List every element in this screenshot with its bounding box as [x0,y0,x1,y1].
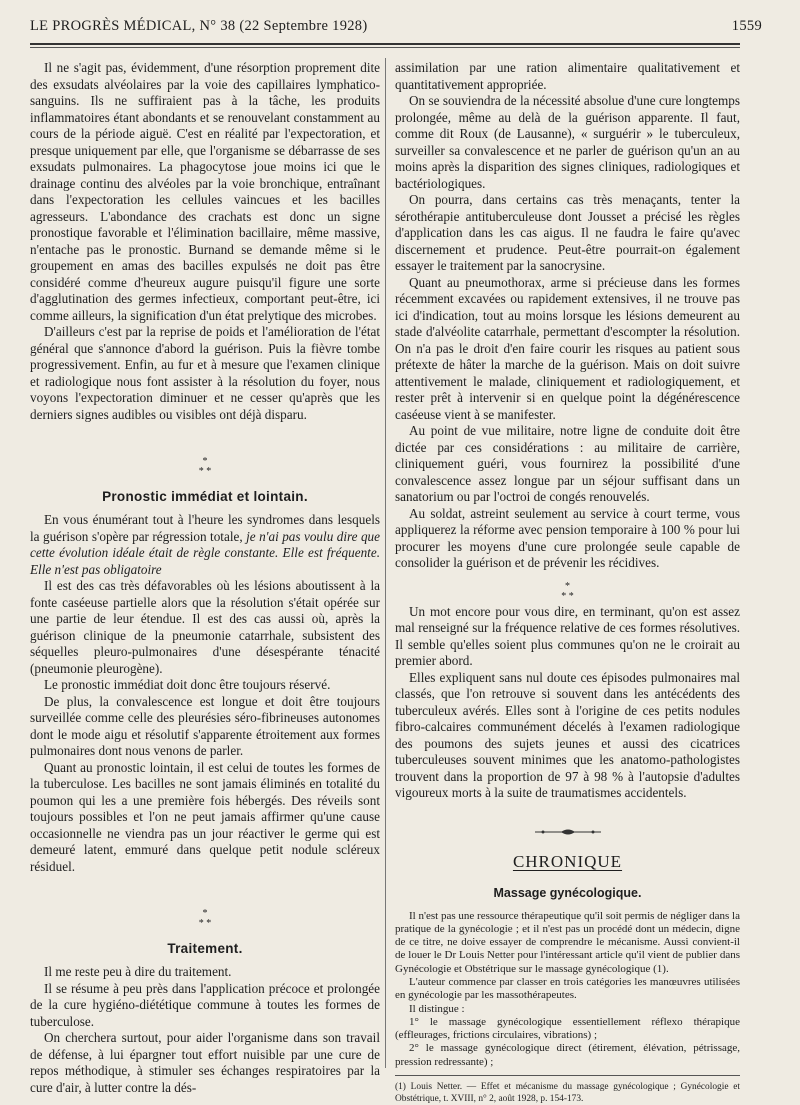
paragraph: L'auteur commence par classer en trois catégories les manœuvres utilisées en gynécologie par les massothérapeutes. [395,975,740,1002]
emphasis-text: je n'ai pas voulu dire que cette évolution idéale était de règle constante. Elle est fréquente. Elle n'est pas obligatoire [30,528,380,577]
paragraph: Au point de vue militaire, notre ligne de conduite doit être dictée par ces considérations : au militaire de carrière, cliniquement guéri, vous fournirez la possibilité d'une convalescence assez longue par un séjour suffisant dans un sanatorium ou par l'octroi de congés renouvelés. [395,423,740,504]
column-divider [385,58,386,1068]
section-separator-stars: * * * [561,580,574,602]
paragraph: Un mot encore pour vous dire, en terminant, qu'on est assez mal renseigné sur la fréquence relative de ces formes résolutives. Il semble qu'elles soient plus communes qu'on ne le croirait au premier abord. [395,603,740,668]
paragraph: Quant au pneumothorax, arme si précieuse dans les formes récemment excavées ou rapidement extensives, il ne trouve pas ici d'indication, tout au moins lorsque les lésions demeurent au stade d'alvéolite catarrhale, permettant d'escompter la résolution. On n'a pas le droit d'en faire courir les risques au patient sous prétexte de hâter la marche de la guérison. Mais on doit suivre attentivement le malade, cliniquement et radiologiquement, et rester prêt à intervenir si en quelque point la dégénérescence caséeuse vient à se manifester. [395,274,740,422]
footnote-rule [395,1075,740,1076]
paragraph: D'ailleurs c'est par la reprise de poids et l'amélioration de l'état général que s'annonce d'abord la guérison. Puis la fièvre tombe progressivement. Enfin, au fur et à mesure que l'examen clinique et radiologique nous font assister à la résolution du foyer, nous voyons l'expectoration diminuer et ne cesser qu'après que les derniers signes audibles ou visibles ont déjà disparu. [30,324,380,422]
paragraph: Il est des cas très défavorables où les lésions aboutissent à la fonte caséeuse partielle alors que la résolution s'était opérée sur une partie de leur étendue. Il est des cas aussi où, après la guérison clinique de la pneumonie catarrhale, subsistent des séquelles pleuro-pulmonaires d'une désespérante ténacité (pneumonie pleurogène). [30,578,380,676]
paragraph: Le pronostic immédiat doit donc être toujours réservé. [44,677,331,692]
paragraph: Il ne s'agit pas, évidemment, d'une résorption proprement dite des exsudats alvéolaires par la voie des capillaires lymphatico-sanguins. Ils ne suffiraient pas à la tâche, les produits inflammatoires étant abondants et se renouvelant constamment au cours de la période aiguë. C'est en réalité par l'expectoration, et presque uniquement par elle, que l'organisme se débarrasse de ses exsudats pulmonaires. La phagocytose joue moins ici que le drainage continu des alvéoles par la voie bronchique, entraînant dans l'expectoration les cellules vaincues et les bacilles agresseurs. L'abondance des crachats est donc un signe pronostique favorable et l'élimination bacillaire, même massive, n'entache pas le pronostic. Burnand se demande même si le groupement en amas des bacilles expulsés ne doit pas être considéré comme d'heureux augure puisqu'il figure une sorte d'agglutination des germes infectieux, comportant peut-être, ici comme ailleurs, la signification d'un état prelytique des microbes. [30,60,380,323]
paragraph: 2° le massage gynécologique direct (étirement, élévation, pétrissage, pression redressante) ; [395,1042,740,1068]
section-title-pronostic: Pronostic immédiat et lointain. [102,489,308,504]
ornament-divider [395,824,740,836]
page-header [30,18,770,38]
paragraph: assimilation par une ration alimentaire qualitativement et quantitativement appropriée. [395,60,740,92]
header-rule-thin [30,47,740,48]
paragraph: Quant au pronostic lointain, il est celui de toutes les formes de la tuberculose. Les bacilles ne sont jamais éliminés en totalité du poumon qui les a une première fois hébergés. Des réveils sont toujours possibles et l'on ne peut jamais affirmer qu'une cause occasionnelle ne viendra pas un jour réactiver le germe qui est demeuré latent, emmuré dans quelque petit nodule scléreux résiduel. [30,759,380,874]
paragraph: Il distingue : [409,1002,465,1015]
paragraph: Elles expliquent sans nul doute ces épisodes pulmonaires mal classés, que l'on retrouve si souvent dans les antécédents des tuberculeux avérés. Elles sont à l'origine de ces petits nodules fibro-calcaires communément décelés à l'examen radiologique des poumons des sujets jeunes et aussi des cicatrices tuberculeuses souvent minimes que les anatomo-pathologistes trouvent dans la proportion de 97 à 98 % à l'autopsie d'adultes vigoureux morts à la suite de traumatismes accidentels. [395,669,740,800]
paragraph: Au soldat, astreint seulement au service à court terme, vous appliquerez la réforme avec pension temporaire à 100 % pour lui procurer les moyens d'une cure prolongée seule capable de consolider la guérison et de prévenir les récidives. [395,505,740,570]
paragraph [30,512,380,578]
page-number: 1559 [731,18,762,34]
section-separator-stars: * * * [198,908,212,929]
paragraph: On cherchera surtout, pour aider l'organisme dans son travail de défense, à lui épargner tout effort nuisible par une cure de repos méthodique, à stimuler ses échanges respiratoires par la cure d'air, à lutter contre la dés- [30,1030,380,1095]
left-column [30,60,380,1096]
paragraph: De plus, la convalescence est longue et doit être toujours surveillée comme celle des pleurésies séro-fibrineuses autonomes dont le mode aigu et résolutif s'apparente étroitement aux formes pulmonaires dont nous venons de parler. [30,693,380,758]
section-separator-stars: * * * [198,456,212,477]
journal-title: LE PROGRÈS MÉDICAL, N° 38 (22 Septembre 1928) [30,18,368,34]
paragraph: On pourra, dans certains cas très menaçants, tenter la sérothérapie antituberculeuse dont Jousset a précisé les règles d'application dans les cas aigus. Il ne faudra le faire qu'avec discernement et prudence. Peut-être pourrait-on également essayer le traitement par la sanocrysine. [395,192,740,273]
chronique-title: CHRONIQUE [512,851,623,871]
right-column [395,60,740,1105]
paragraph-text: En vous énumérant tout à l'heure les syndromes dans lesquels la guérison s'opère par régression totale, [30,512,380,544]
section-title-traitement: Traitement. [167,941,243,956]
paragraph: Il n'est pas une ressource thérapeutique qu'il soit permis de négliger dans la pratique de la gynécologie ; et il n'est pas un procédé dont un médecin, digne de ce titre, ne doive essayer de comprendre le mécanisme. Aussi convient-il de louer le Dr Louis Netter pour l'intéressant article qu'il vient de publier dans Gynécologie et Obstétrique sur le massage gynécologique (1). [395,909,740,975]
footnote: (1) Louis Netter. — Effet et mécanisme du massage gynécologique ; Gynécologie et Obstétrique, t. XVIII, n° 2, août 1928, p. 154-173. [395,1082,740,1104]
paragraph: Il me reste peu à dire du traitement. [44,964,232,979]
massage-title: Massage gynécologique. [493,885,642,900]
paragraph: On se souviendra de la nécessité absolue d'une cure longtemps prolongée, même au delà de la guérison apparente. Il faut, comme dit Roux (de Lausanne), « surguérir » le tuberculeux, surveiller sa convalescence et ne parler de guérison qu'un an au moins après la disparition des signes cliniques, radiologiques et bactériologiques. [395,93,740,191]
paragraph: 1° le massage gynécologique essentiellement réflexo thérapique (effleurages, frictions circulaires, vibrations) ; [395,1015,740,1042]
header-rule [30,43,740,45]
paragraph: Il se résume à peu près dans l'application précoce et prolongée de la cure hygiéno-diététique commune à toutes les formes de tuberculose. [30,980,380,1029]
ornament-icon [533,827,603,837]
